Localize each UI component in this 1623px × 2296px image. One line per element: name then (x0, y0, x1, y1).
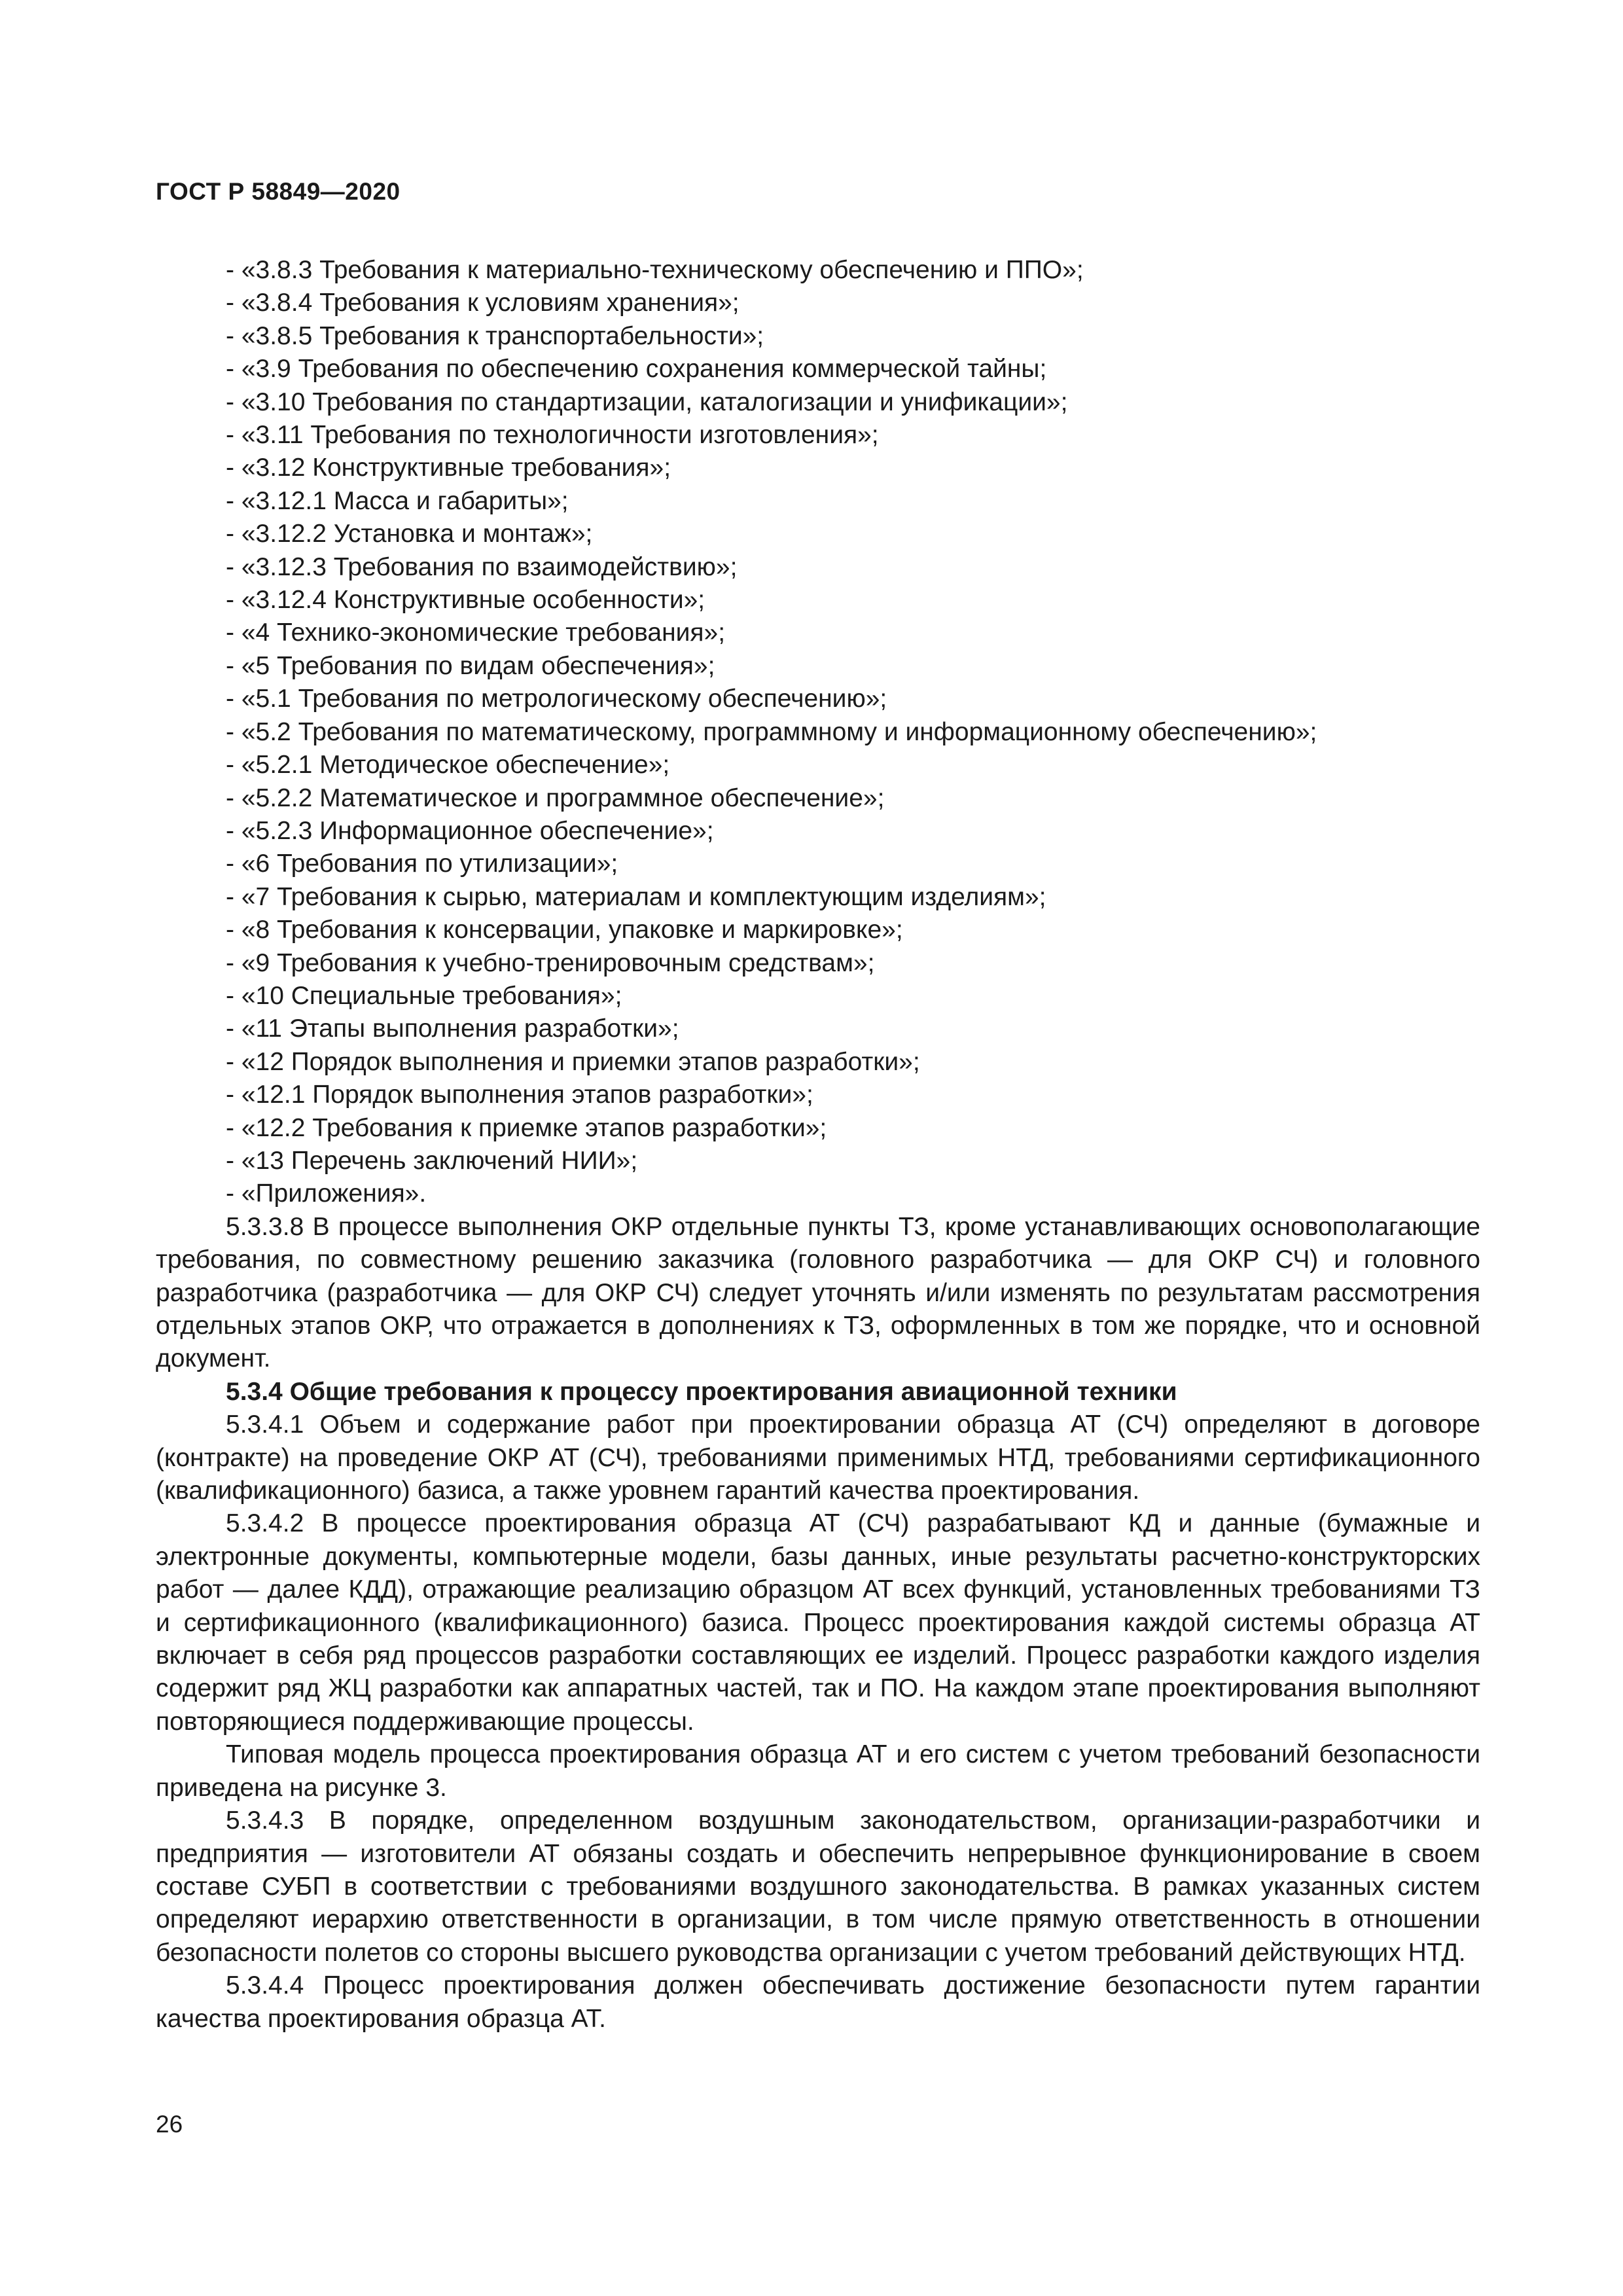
list-item: - «3.12.3 Требования по взаимодействию»; (226, 552, 738, 581)
section-heading-5-3-4: 5.3.4 Общие требования к процессу проектирования авиационной техники (226, 1377, 1177, 1406)
paragraph-5-3-4-2: 5.3.4.2 В процессе проектирования образца АТ (СЧ) разрабатывают КД и данные (бумажные и электронные документы, компьютерные модели, базы данных, иные результаты расчетно-конструкторских работ — далее КДД), отражающие реализацию образцом АТ всех функций, установленных требованиями ТЗ и сертификационного (квалификационного) базиса. Процесс проектирования каждой системы образца АТ включает в себя ряд процессов разработки составляющих ее изделий. Процесс разработки каждого изделия содержит ряд ЖЦ разработки как аппаратных частей, так и ПО. На каждом этапе проектирования выполняют повторяющиеся поддерживающие процессы. (156, 1509, 1480, 1736)
list-item: - «12 Порядок выполнения и приемки этапов разработки»; (226, 1047, 920, 1076)
list-item: - «4 Технико-экономические требования»; (226, 619, 726, 647)
list-item: - «3.11 Требования по технологичности изготовления»; (226, 421, 879, 450)
document-header: ГОСТ Р 58849—2020 (156, 178, 401, 205)
list-item: - «6 Требования по утилизации»; (226, 850, 618, 878)
list-item: - «12.1 Порядок выполнения этапов разработки»; (226, 1081, 813, 1109)
page-content (156, 254, 1480, 2036)
list-item: - «3.10 Требования по стандартизации, каталогизации и унификации»; (226, 387, 1068, 416)
list-item: - «11 Этапы выполнения разработки»; (226, 1014, 679, 1043)
list-item: - «3.12.2 Установка и монтаж»; (226, 520, 593, 548)
list-item: - «3.12 Конструктивные требования»; (226, 454, 671, 482)
list-item: - «5.2 Требования по математическому, программному и информационному обеспечению»; (226, 717, 1317, 746)
list-item: - «3.8.5 Требования к транспортабельности»; (226, 321, 764, 350)
list-item: - «5.2.1 Методическое обеспечение»; (226, 751, 670, 780)
page-number: 26 (156, 2111, 183, 2138)
list-item: - «3.8.4 Требования к условиям хранения»; (226, 289, 740, 317)
list-item: - «5 Требования по видам обеспечения»; (226, 651, 715, 680)
list-item: - «7 Требования к сырью, материалам и комплектующим изделиям»; (226, 882, 1046, 911)
list-item: - «9 Требования к учебно-тренировочным средствам»; (226, 948, 875, 977)
list-item: - «12.2 Требования к приемке этапов разработки»; (226, 1113, 827, 1142)
list-item: - «8 Требования к консервации, упаковке и маркировке»; (226, 916, 903, 944)
paragraph-5-3-3-8: 5.3.3.8 В процессе выполнения ОКР отдельные пункты ТЗ, кроме устанавливающих основополагающие требования, по совместному решению заказчика (головного разработчика — для ОКР СЧ) и головного разработчика (разработчика — для ОКР СЧ) следует уточнять и/или изменять по результатам рассмотрения отдельных этапов ОКР, что отражается в дополнениях к ТЗ, оформленных в том же порядке, что и основной документ. (156, 1212, 1480, 1373)
list-item: - «3.12.4 Конструктивные особенности»; (226, 586, 705, 615)
paragraph-5-3-4-3: 5.3.4.3 В порядке, определенном воздушным законодательством, организации-разработчики и предприятия — изготовители АТ обязаны создать и обеспечить непрерывное функционирование в своем составе СУБП в соответствии с требованиями воздушного законодательства. В рамках указанных систем определяют иерархию ответственности в организации, в том числе прямую ответственность в отношении безопасности полетов со стороны высшего руководства организации с учетом требований действующих НТД. (156, 1806, 1480, 1967)
list-item: - «3.8.3 Требования к материально-техническому обеспечению и ППО»; (226, 256, 1084, 284)
paragraph-model: Типовая модель процесса проектирования образца АТ и его систем с учетом требований безопасности приведена на рисунке 3. (156, 1740, 1480, 1802)
list-item: - «13 Перечень заключений НИИ»; (226, 1146, 638, 1175)
list-item: - «10 Специальные требования»; (226, 981, 622, 1010)
list-item: - «5.1 Требования по метрологическому обеспечению»; (226, 685, 887, 713)
list-item: - «3.12.1 Масса и габариты»; (226, 486, 569, 515)
list-item: - «5.2.3 Информационное обеспечение»; (226, 816, 714, 845)
list-item: - «Приложения». (226, 1179, 427, 1208)
paragraph-5-3-4-1: 5.3.4.1 Объем и содержание работ при проектировании образца АТ (СЧ) определяют в договоре (контракте) на проведение ОКР АТ (СЧ), требованиями применимых НТД, требованиями сертификационного (квалификационного) базиса, а также уровнем гарантий качества проектирования. (156, 1410, 1480, 1505)
list-item: - «5.2.2 Математическое и программное обеспечение»; (226, 783, 885, 812)
section-list (156, 254, 1480, 1211)
paragraph-5-3-4-4: 5.3.4.4 Процесс проектирования должен обеспечивать достижение безопасности путем гарантии качества проектирования образца АТ. (156, 1971, 1480, 2033)
list-item: - «3.9 Требования по обеспечению сохранения коммерческой тайны; (226, 355, 1047, 384)
